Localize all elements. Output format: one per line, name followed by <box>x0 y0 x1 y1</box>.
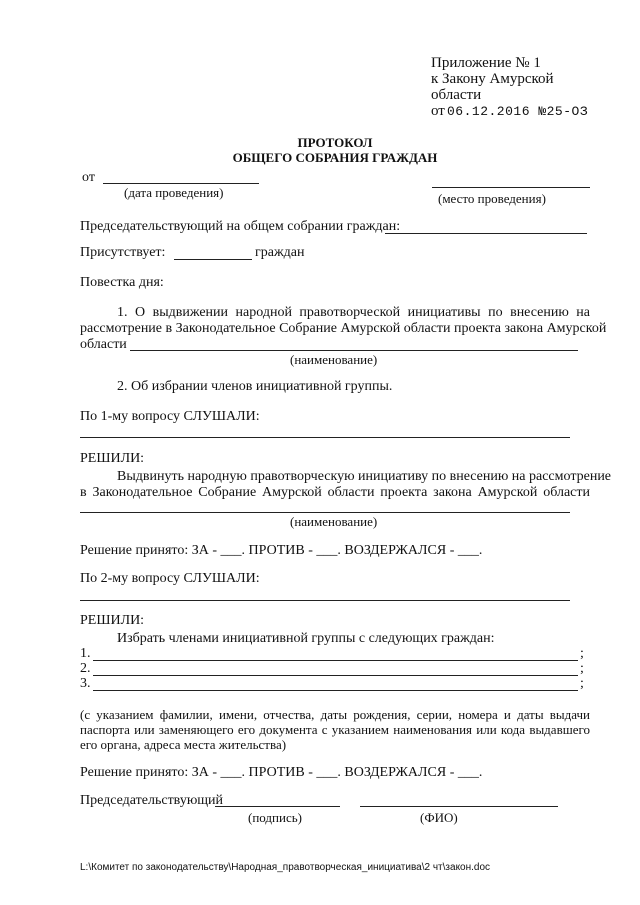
footer-file-path: L:\Комитет по законодательству\Народная_правотворческая_инициатива\2 чт\закон.doc <box>80 862 491 873</box>
chairman-meeting-line <box>385 233 587 234</box>
agenda-item2: 2. Об избрании членов инициативной группы. <box>117 379 393 394</box>
q1-decision-line1: Выдвинуть народную правотворческую инициативу по внесению на рассмотрение <box>117 469 612 484</box>
appendix-date-stamp: 06.12.2016 №25-ОЗ <box>447 104 589 119</box>
q1-project-name-line <box>80 512 570 513</box>
q2-note-line1: (с указанием фамилии, имени, отчества, даты рождения, серии, номера и даты выдачи <box>80 707 590 722</box>
appendix-from-prefix: от <box>431 103 445 119</box>
member-item-1-end: ; <box>580 646 584 661</box>
agenda-project-name-line <box>130 350 578 351</box>
q2-note-line3: его органа, адреса места жительства) <box>80 737 287 752</box>
from-label: от <box>82 170 95 185</box>
q2-heard-label: По 2-му вопросу СЛУШАЛИ: <box>80 571 260 586</box>
q2-decided-label: РЕШИЛИ: <box>80 613 145 628</box>
member-item-1-line <box>93 660 578 661</box>
member-item-3-number: 3. <box>80 676 91 691</box>
q2-note-line2: паспорта или заменяющего его документа с указанием наименования или кода выдавшего <box>80 722 590 737</box>
appendix-line2: к Закону Амурской <box>431 71 554 87</box>
title-line1: ПРОТОКОЛ <box>297 135 373 150</box>
title-line2: ОБЩЕГО СОБРАНИЯ ГРАЖДАН <box>232 150 438 165</box>
agenda-item1-line3: области <box>80 337 127 352</box>
appendix-line3: области <box>431 87 482 103</box>
member-item-2-number: 2. <box>80 661 91 676</box>
q2-heard-line <box>80 600 570 601</box>
agenda-item1-line2: рассмотрение в Законодательное Собрание Амурской области проекта закона Амурской <box>80 321 607 336</box>
q1-vote-result: Решение принято: ЗА - ___. ПРОТИВ - ___. ВОЗДЕРЖАЛСЯ - ___. <box>80 543 483 558</box>
place-field-line <box>432 187 590 188</box>
member-item-3-line <box>93 690 578 691</box>
agenda-item1-line1: 1. О выдвижении народной правотворческой инициативы по внесению на <box>117 305 590 320</box>
member-item-2-line <box>93 675 578 676</box>
q1-heard-line <box>80 437 570 438</box>
signature-line <box>215 806 340 807</box>
q1-decided-label: РЕШИЛИ: <box>80 451 145 466</box>
fio-line <box>360 806 558 807</box>
signature-caption: (подпись) <box>248 810 302 825</box>
fio-caption: (ФИО) <box>420 810 458 825</box>
signature-label: Председательствующий <box>80 793 224 808</box>
present-label: Присутствует: <box>80 245 166 260</box>
agenda-label: Повестка дня: <box>80 275 164 290</box>
present-suffix: граждан <box>255 245 305 260</box>
member-item-3-end: ; <box>580 676 584 691</box>
q2-decision-text: Избрать членами инициативной группы с следующих граждан: <box>117 631 495 646</box>
q1-heard-label: По 1-му вопросу СЛУШАЛИ: <box>80 409 260 424</box>
present-count-line <box>174 259 252 260</box>
place-caption: (место проведения) <box>438 191 546 206</box>
q1-name-caption: (наименование) <box>290 514 378 529</box>
agenda-name-caption: (наименование) <box>290 352 378 367</box>
q2-vote-result: Решение принято: ЗА - ___. ПРОТИВ - ___. ВОЗДЕРЖАЛСЯ - ___. <box>80 765 483 780</box>
q1-decision-line2: в Законодательное Собрание Амурской области проекта закона Амурской области <box>80 485 590 500</box>
appendix-line1: Приложение № 1 <box>431 55 541 71</box>
member-item-1-number: 1. <box>80 646 91 661</box>
member-item-2-end: ; <box>580 661 584 676</box>
date-caption: (дата проведения) <box>124 185 224 200</box>
chairman-meeting-label: Председательствующий на общем собрании граждан: <box>80 219 401 234</box>
date-field-line <box>103 183 259 184</box>
